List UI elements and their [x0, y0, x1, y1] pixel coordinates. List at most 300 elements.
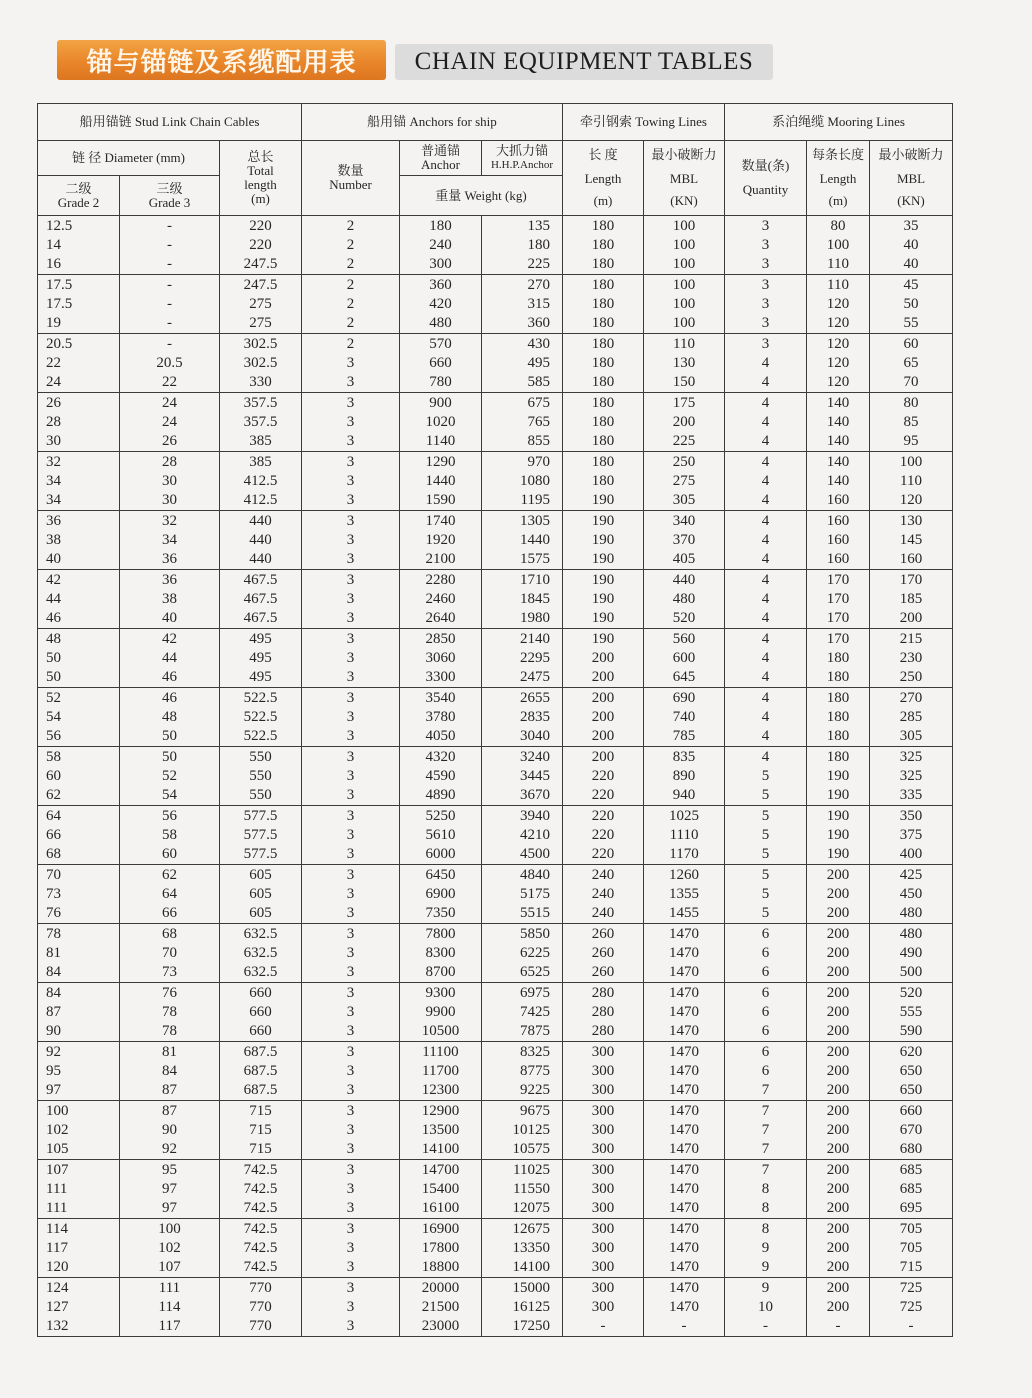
value-grade2: 14: [46, 237, 61, 253]
value-moor_length: 140: [826, 414, 850, 430]
value-moor_qty: 3: [761, 315, 770, 331]
cell-tow_length: [563, 452, 644, 511]
value-moor_qty: 5: [761, 808, 770, 824]
value-hhp_weight: 5175: [520, 886, 550, 902]
value-tow_length: 180: [591, 355, 615, 371]
value-moor_length: 200: [826, 1280, 850, 1296]
value-moor_qty: 4: [761, 650, 770, 666]
value-moor_mbl: 270: [899, 690, 923, 706]
value-moor_qty: 4: [761, 728, 770, 744]
cell-moor_length: [807, 924, 870, 983]
value-moor_mbl: 480: [899, 926, 923, 942]
value-tow_length: 280: [591, 1004, 615, 1020]
value-grade3: 22: [162, 374, 177, 390]
value-moor_qty: 4: [761, 454, 770, 470]
value-anchor_weight: 18800: [421, 1259, 460, 1275]
value-moor_length: 200: [826, 985, 850, 1001]
value-grade2: 32: [46, 454, 61, 470]
cell-anchor_weight: [400, 924, 482, 983]
title-bar: [57, 40, 773, 82]
cell-tow_mbl: [644, 334, 725, 393]
value-grade3: 81: [162, 1044, 177, 1060]
value-number: 3: [346, 867, 355, 883]
cell-tow_length: [563, 1278, 644, 1337]
value-moor_length: 170: [826, 591, 850, 607]
cell-moor_mbl: [870, 452, 953, 511]
value-number: 2: [346, 296, 355, 312]
value-grade3: 114: [158, 1299, 181, 1315]
cell-grade2: [38, 806, 120, 865]
cell-hhp_weight: [482, 275, 563, 334]
value-grade2: 102: [46, 1122, 69, 1138]
cell-moor_mbl: [870, 1042, 953, 1101]
cell-tow_mbl: [644, 216, 725, 275]
value-total_length: 522.5: [243, 690, 278, 706]
value-grade2: 20.5: [46, 336, 73, 352]
cell-number: [302, 275, 400, 334]
cell-hhp_weight: [482, 1219, 563, 1278]
value-moor_length: 200: [826, 1162, 850, 1178]
cell-moor_qty: [725, 1160, 807, 1219]
value-anchor_weight: 900: [429, 395, 452, 411]
value-anchor_weight: 1020: [425, 414, 456, 430]
value-grade3: 102: [158, 1240, 181, 1256]
cell-grade2: [38, 275, 120, 334]
cell-tow_length: [563, 1219, 644, 1278]
cell-hhp_weight: [482, 747, 563, 806]
value-grade2: 84: [46, 964, 61, 980]
value-grade3: -: [167, 296, 172, 312]
cell-anchor_weight: [400, 216, 482, 275]
value-anchor_weight: 2100: [425, 551, 456, 567]
value-grade3: 32: [162, 513, 177, 529]
value-moor_length: 180: [826, 669, 850, 685]
value-moor_length: 80: [830, 218, 846, 234]
value-moor_mbl: 145: [899, 532, 923, 548]
value-tow_mbl: 1470: [669, 1280, 699, 1296]
value-grade2: 24: [46, 374, 61, 390]
value-number: 3: [346, 1103, 355, 1119]
value-tow_length: 180: [591, 336, 615, 352]
value-moor_qty: 4: [761, 551, 770, 567]
cell-tow_mbl: [644, 393, 725, 452]
value-grade2: 42: [46, 572, 61, 588]
cell-grade2: [38, 334, 120, 393]
value-tow_mbl: 480: [672, 591, 696, 607]
value-tow_mbl: 1455: [669, 905, 699, 921]
value-moor_qty: 4: [761, 513, 770, 529]
value-moor_qty: 10: [758, 1299, 774, 1315]
value-anchor_weight: 3060: [425, 650, 456, 666]
value-hhp_weight: 2655: [520, 690, 550, 706]
value-tow_length: 240: [591, 867, 615, 883]
value-moor_mbl: 375: [899, 827, 923, 843]
value-number: 3: [346, 1004, 355, 1020]
cell-anchor_weight: [400, 1219, 482, 1278]
value-total_length: 715: [249, 1141, 272, 1157]
value-number: 3: [346, 1200, 355, 1216]
value-moor_mbl: 480: [899, 905, 923, 921]
value-number: 3: [346, 631, 355, 647]
value-tow_length: 300: [591, 1082, 615, 1098]
value-number: 3: [346, 1082, 355, 1098]
cell-number: [302, 334, 400, 393]
value-grade2: 40: [46, 551, 61, 567]
value-moor_length: 100: [826, 237, 850, 253]
value-tow_mbl: 1355: [669, 886, 699, 902]
value-tow_length: 180: [591, 414, 615, 430]
value-number: 3: [346, 1318, 355, 1334]
value-number: 3: [346, 709, 355, 725]
value-tow_mbl: 1470: [669, 945, 699, 961]
value-number: 3: [346, 1240, 355, 1256]
value-grade3: 78: [162, 1023, 177, 1039]
value-moor_length: 200: [826, 926, 850, 942]
value-tow_mbl: 1470: [669, 1181, 699, 1197]
value-anchor_weight: 8700: [425, 964, 456, 980]
cell-grade3: [120, 983, 220, 1042]
value-moor_mbl: 590: [899, 1023, 923, 1039]
value-grade2: 34: [46, 473, 61, 489]
value-total_length: 632.5: [243, 945, 278, 961]
value-moor_length: 190: [826, 808, 850, 824]
cell-moor_mbl: [870, 1160, 953, 1219]
cell-grade2: [38, 393, 120, 452]
header-towing-lines: 牵引钢索 Towing Lines: [563, 104, 725, 141]
value-anchor_weight: 4050: [425, 728, 456, 744]
value-moor_qty: 7: [761, 1141, 770, 1157]
value-tow_mbl: 785: [672, 728, 696, 744]
cell-number: [302, 747, 400, 806]
header-grade3: 三级 Grade 3: [120, 176, 220, 216]
value-moor_qty: 3: [761, 237, 770, 253]
value-tow_length: 190: [591, 551, 615, 567]
value-number: 3: [346, 846, 355, 862]
value-grade2: 48: [46, 631, 61, 647]
value-anchor_weight: 2640: [425, 610, 456, 626]
value-tow_mbl: 225: [672, 433, 696, 449]
cell-tow_mbl: [644, 688, 725, 747]
cell-moor_qty: [725, 688, 807, 747]
value-total_length: 412.5: [243, 473, 278, 489]
value-number: 2: [346, 218, 355, 234]
cell-tow_length: [563, 806, 644, 865]
value-moor_length: 120: [826, 355, 850, 371]
value-hhp_weight: 2295: [520, 650, 550, 666]
value-total_length: 357.5: [243, 414, 278, 430]
value-moor_qty: 9: [761, 1259, 770, 1275]
value-number: 3: [346, 749, 355, 765]
chain-equipment-table: [37, 103, 953, 1337]
value-number: 3: [346, 1299, 355, 1315]
cell-total_length: [220, 216, 302, 275]
value-grade2: 12.5: [46, 218, 73, 234]
value-grade2: 66: [46, 827, 61, 843]
cell-hhp_weight: [482, 983, 563, 1042]
value-total_length: 687.5: [243, 1044, 278, 1060]
value-tow_mbl: 1470: [669, 1141, 699, 1157]
cell-moor_length: [807, 511, 870, 570]
value-number: 3: [346, 513, 355, 529]
cell-tow_length: [563, 570, 644, 629]
value-hhp_weight: 10575: [512, 1141, 550, 1157]
value-number: 2: [346, 256, 355, 272]
value-total_length: 715: [249, 1103, 272, 1119]
value-moor_mbl: 110: [900, 473, 922, 489]
cell-moor_qty: [725, 747, 807, 806]
cell-moor_qty: [725, 511, 807, 570]
cell-number: [302, 452, 400, 511]
cell-grade3: [120, 1101, 220, 1160]
value-tow_mbl: 370: [672, 532, 696, 548]
value-tow_length: 180: [591, 374, 615, 390]
value-tow_mbl: 150: [672, 374, 696, 390]
value-tow_mbl: 100: [672, 315, 696, 331]
cell-tow_length: [563, 747, 644, 806]
value-total_length: 605: [249, 867, 272, 883]
value-hhp_weight: 315: [527, 296, 550, 312]
value-number: 3: [346, 551, 355, 567]
value-total_length: 247.5: [243, 277, 278, 293]
value-grade2: 132: [46, 1318, 69, 1334]
value-moor_length: 200: [826, 1240, 850, 1256]
cell-total_length: [220, 393, 302, 452]
value-tow_length: 190: [591, 631, 615, 647]
value-tow_mbl: 1470: [669, 1299, 699, 1315]
value-tow_mbl: 305: [672, 492, 696, 508]
cell-total_length: [220, 1278, 302, 1337]
cell-tow_length: [563, 275, 644, 334]
value-anchor_weight: 570: [429, 336, 452, 352]
value-total_length: 467.5: [243, 572, 278, 588]
cell-moor_qty: [725, 806, 807, 865]
value-number: 3: [346, 473, 355, 489]
value-tow_mbl: 940: [672, 787, 696, 803]
value-total_length: 440: [249, 513, 272, 529]
value-number: 3: [346, 905, 355, 921]
cell-hhp_weight: [482, 216, 563, 275]
value-tow_mbl: 1470: [669, 1221, 699, 1237]
value-tow_mbl: 1470: [669, 1162, 699, 1178]
value-moor_length: 200: [826, 1299, 850, 1315]
value-tow_mbl: 1025: [669, 808, 699, 824]
cell-anchor_weight: [400, 629, 482, 688]
value-hhp_weight: 1080: [520, 473, 550, 489]
value-total_length: 495: [249, 631, 272, 647]
value-number: 3: [346, 1221, 355, 1237]
cell-grade2: [38, 747, 120, 806]
value-anchor_weight: 6900: [425, 886, 456, 902]
cell-hhp_weight: [482, 1160, 563, 1219]
cell-grade3: [120, 806, 220, 865]
value-total_length: 770: [249, 1299, 272, 1315]
value-grade3: 50: [162, 728, 177, 744]
value-moor_length: 200: [826, 1200, 850, 1216]
cell-grade3: [120, 275, 220, 334]
value-moor_length: 200: [826, 1259, 850, 1275]
value-number: 3: [346, 374, 355, 390]
value-moor_qty: 6: [761, 945, 770, 961]
value-tow_mbl: 1470: [669, 1044, 699, 1060]
value-grade2: 54: [46, 709, 61, 725]
value-total_length: 742.5: [243, 1181, 278, 1197]
cell-tow_mbl: [644, 511, 725, 570]
cell-moor_mbl: [870, 511, 953, 570]
cell-tow_length: [563, 1101, 644, 1160]
value-tow_length: 300: [591, 1063, 615, 1079]
value-number: 3: [346, 1141, 355, 1157]
value-total_length: 550: [249, 787, 272, 803]
value-anchor_weight: 1140: [425, 433, 456, 449]
value-hhp_weight: 3040: [520, 728, 550, 744]
value-moor_mbl: 555: [899, 1004, 923, 1020]
value-moor_mbl: 285: [899, 709, 923, 725]
value-hhp_weight: 3670: [520, 787, 550, 803]
value-total_length: 742.5: [243, 1221, 278, 1237]
cell-moor_length: [807, 393, 870, 452]
value-total_length: 495: [249, 650, 272, 666]
value-moor_mbl: 35: [903, 218, 919, 234]
cell-number: [302, 1042, 400, 1101]
value-tow_mbl: 1470: [669, 1063, 699, 1079]
value-grade3: 87: [162, 1082, 177, 1098]
header-mooring-lines: 系泊绳缆 Mooring Lines: [725, 104, 953, 141]
value-tow_length: 260: [591, 964, 615, 980]
value-moor_mbl: 185: [899, 591, 923, 607]
value-anchor_weight: 660: [429, 355, 452, 371]
value-hhp_weight: 495: [527, 355, 550, 371]
value-tow_length: 220: [591, 768, 615, 784]
value-moor_length: 160: [826, 551, 850, 567]
value-tow_mbl: 130: [672, 355, 696, 371]
value-number: 3: [346, 433, 355, 449]
value-tow_length: 180: [591, 395, 615, 411]
cell-total_length: [220, 865, 302, 924]
value-moor_qty: 4: [761, 414, 770, 430]
value-hhp_weight: 765: [527, 414, 550, 430]
cell-grade2: [38, 1042, 120, 1101]
value-total_length: 742.5: [243, 1162, 278, 1178]
cell-hhp_weight: [482, 629, 563, 688]
value-moor_qty: 5: [761, 886, 770, 902]
header-grade2: 二级 Grade 2: [38, 176, 120, 216]
cell-anchor_weight: [400, 1042, 482, 1101]
table-row-group: [38, 629, 953, 688]
value-anchor_weight: 7350: [425, 905, 456, 921]
value-grade3: 46: [162, 690, 177, 706]
value-moor_mbl: 500: [899, 964, 923, 980]
value-total_length: 220: [249, 218, 272, 234]
value-anchor_weight: 11100: [422, 1044, 459, 1060]
cell-total_length: [220, 629, 302, 688]
value-grade3: 36: [162, 572, 177, 588]
cell-hhp_weight: [482, 452, 563, 511]
value-grade2: 107: [46, 1162, 69, 1178]
value-total_length: 302.5: [243, 336, 278, 352]
value-moor_qty: 3: [761, 256, 770, 272]
value-grade2: 50: [46, 669, 61, 685]
value-moor_mbl: 60: [903, 336, 919, 352]
value-hhp_weight: 4500: [520, 846, 550, 862]
value-tow_length: 300: [591, 1200, 615, 1216]
value-number: 3: [346, 728, 355, 744]
cell-anchor_weight: [400, 983, 482, 1042]
value-number: 3: [346, 768, 355, 784]
value-number: 3: [346, 808, 355, 824]
value-anchor_weight: 6000: [425, 846, 456, 862]
value-hhp_weight: 1305: [520, 513, 550, 529]
cell-grade3: [120, 1160, 220, 1219]
value-grade3: 70: [162, 945, 177, 961]
cell-hhp_weight: [482, 570, 563, 629]
cell-total_length: [220, 452, 302, 511]
value-moor_qty: 3: [761, 218, 770, 234]
value-anchor_weight: 240: [429, 237, 452, 253]
value-moor_qty: 8: [761, 1200, 770, 1216]
value-number: 3: [346, 650, 355, 666]
value-moor_qty: 8: [761, 1181, 770, 1197]
cell-grade3: [120, 747, 220, 806]
cell-anchor_weight: [400, 1160, 482, 1219]
cell-hhp_weight: [482, 688, 563, 747]
cell-grade3: [120, 865, 220, 924]
value-moor_length: 200: [826, 1181, 850, 1197]
value-grade2: 28: [46, 414, 61, 430]
value-total_length: 247.5: [243, 256, 278, 272]
cell-moor_length: [807, 1219, 870, 1278]
value-anchor_weight: 2460: [425, 591, 456, 607]
cell-grade3: [120, 452, 220, 511]
value-moor_mbl: 725: [899, 1280, 923, 1296]
cell-moor_qty: [725, 1101, 807, 1160]
cell-tow_mbl: [644, 865, 725, 924]
value-hhp_weight: 17250: [512, 1318, 550, 1334]
cell-grade2: [38, 570, 120, 629]
value-moor_mbl: 40: [903, 256, 919, 272]
value-grade2: 60: [46, 768, 61, 784]
cell-moor_mbl: [870, 747, 953, 806]
value-grade3: 62: [162, 867, 177, 883]
table-row-group: [38, 1101, 953, 1160]
value-moor_length: 200: [826, 1122, 850, 1138]
cell-tow_mbl: [644, 1219, 725, 1278]
cell-moor_length: [807, 806, 870, 865]
cell-number: [302, 865, 400, 924]
table-row-group: [38, 452, 953, 511]
table-row-group: [38, 511, 953, 570]
value-tow_mbl: 1470: [669, 1240, 699, 1256]
cell-number: [302, 393, 400, 452]
cell-moor_mbl: [870, 275, 953, 334]
header-chain-cables: 船用锚链 Stud Link Chain Cables: [38, 104, 302, 141]
value-total_length: 330: [249, 374, 272, 390]
cell-grade3: [120, 629, 220, 688]
value-grade2: 30: [46, 433, 61, 449]
value-moor_qty: 9: [761, 1280, 770, 1296]
cell-hhp_weight: [482, 393, 563, 452]
value-moor_mbl: 685: [899, 1181, 923, 1197]
cell-anchor_weight: [400, 1278, 482, 1337]
table-row-group: [38, 983, 953, 1042]
value-hhp_weight: 1440: [520, 532, 550, 548]
value-anchor_weight: 9900: [425, 1004, 456, 1020]
value-moor_mbl: 215: [899, 631, 923, 647]
cell-tow_length: [563, 1042, 644, 1101]
cell-tow_mbl: [644, 983, 725, 1042]
value-tow_length: 200: [591, 728, 615, 744]
cell-moor_mbl: [870, 629, 953, 688]
cell-hhp_weight: [482, 806, 563, 865]
